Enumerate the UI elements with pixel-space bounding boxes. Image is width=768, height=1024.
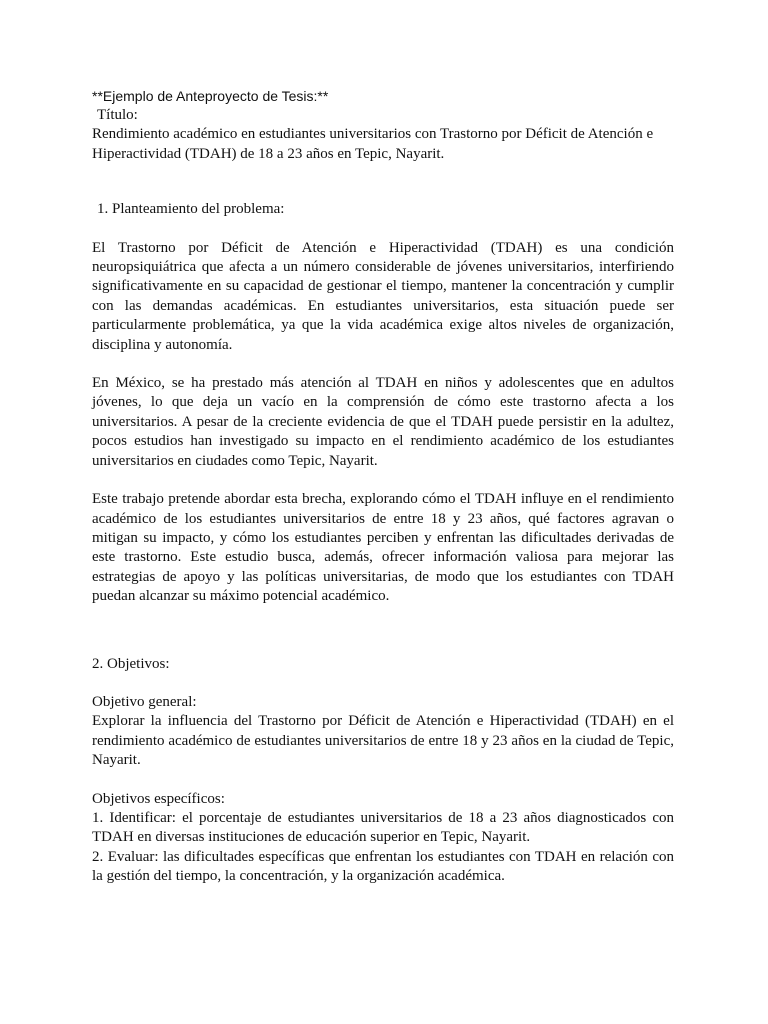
section2-heading: 2. Objetivos: <box>92 655 170 672</box>
title-label: Título: <box>97 107 138 123</box>
section1-paragraph: El Trastorno por Déficit de Atención e Hiperactividad (TDAH) es una condición neuropsiquiátrica que afecta a un número considerable de jóvenes universitarios, interfiriendo significativamente en su capacidad de gestionar el tiempo, mantener la concentración y cumplir con las demandas académicas. En estudiantes universitarios, esta situación puede ser particularmente problemática, ya que la vida académica exige altos niveles de organización, disciplina y autonomía. <box>92 239 674 353</box>
document-page <box>92 87 674 887</box>
section1-paragraph: En México, se ha prestado más atención al TDAH en niños y adolescentes que en adultos jóvenes, lo que deja un vacío en la comprensión de cómo este trastorno afecta a los universitarios. A pesar de la creciente evidencia de que el TDAH puede persistir en la adultez, pocos estudios han investigado su impacto en el rendimiento académico de los estudiantes universitarios en ciudades como Tepic, Nayarit. <box>92 375 674 469</box>
specific-objective-item: 1. Identificar: el porcentaje de estudiantes universitarios de 18 a 23 años diagnosticados con TDAH en diversas instituciones de educación superior en Tepic, Nayarit. <box>92 809 674 846</box>
general-objective-label: Objetivo general: <box>92 693 197 710</box>
document-header: **Ejemplo de Anteproyecto de Tesis:** <box>92 88 329 104</box>
specific-objective-item: 2. Evaluar: las dificultades específicas que enfrentan los estudiantes con TDAH en relación con la gestión del tiempo, la concentración, y la organización académica. <box>92 848 674 885</box>
section1-heading: 1. Planteamiento del problema: <box>97 201 285 218</box>
specific-objectives-label: Objetivos específicos: <box>92 790 225 807</box>
section1-paragraph: Este trabajo pretende abordar esta brecha, explorando cómo el TDAH influye en el rendimiento académico de los estudiantes universitarios de entre 18 y 23 años, qué factores agravan o mitigan su impacto, y cómo los estudiantes perciben y enfrentan las dificultades derivadas de este trastorno. Este estudio busca, además, ofrecer información valiosa para mejorar las estrategias de apoyo y las políticas universitarias, de modo que los estudiantes con TDAH puedan alcanzar su máximo potencial académico. <box>92 491 674 605</box>
general-objective-text: Explorar la influencia del Trastorno por Déficit de Atención e Hiperactividad (TDAH) en el rendimiento académico de estudiantes universitarios de entre 18 y 23 años en la ciudad de Tepic, Nayarit. <box>92 713 674 769</box>
thesis-title: Rendimiento académico en estudiantes universitarios con Trastorno por Déficit de Atención e Hiperactividad (TDAH) de 18 a 23 años en Tepic, Nayarit. <box>92 126 654 162</box>
